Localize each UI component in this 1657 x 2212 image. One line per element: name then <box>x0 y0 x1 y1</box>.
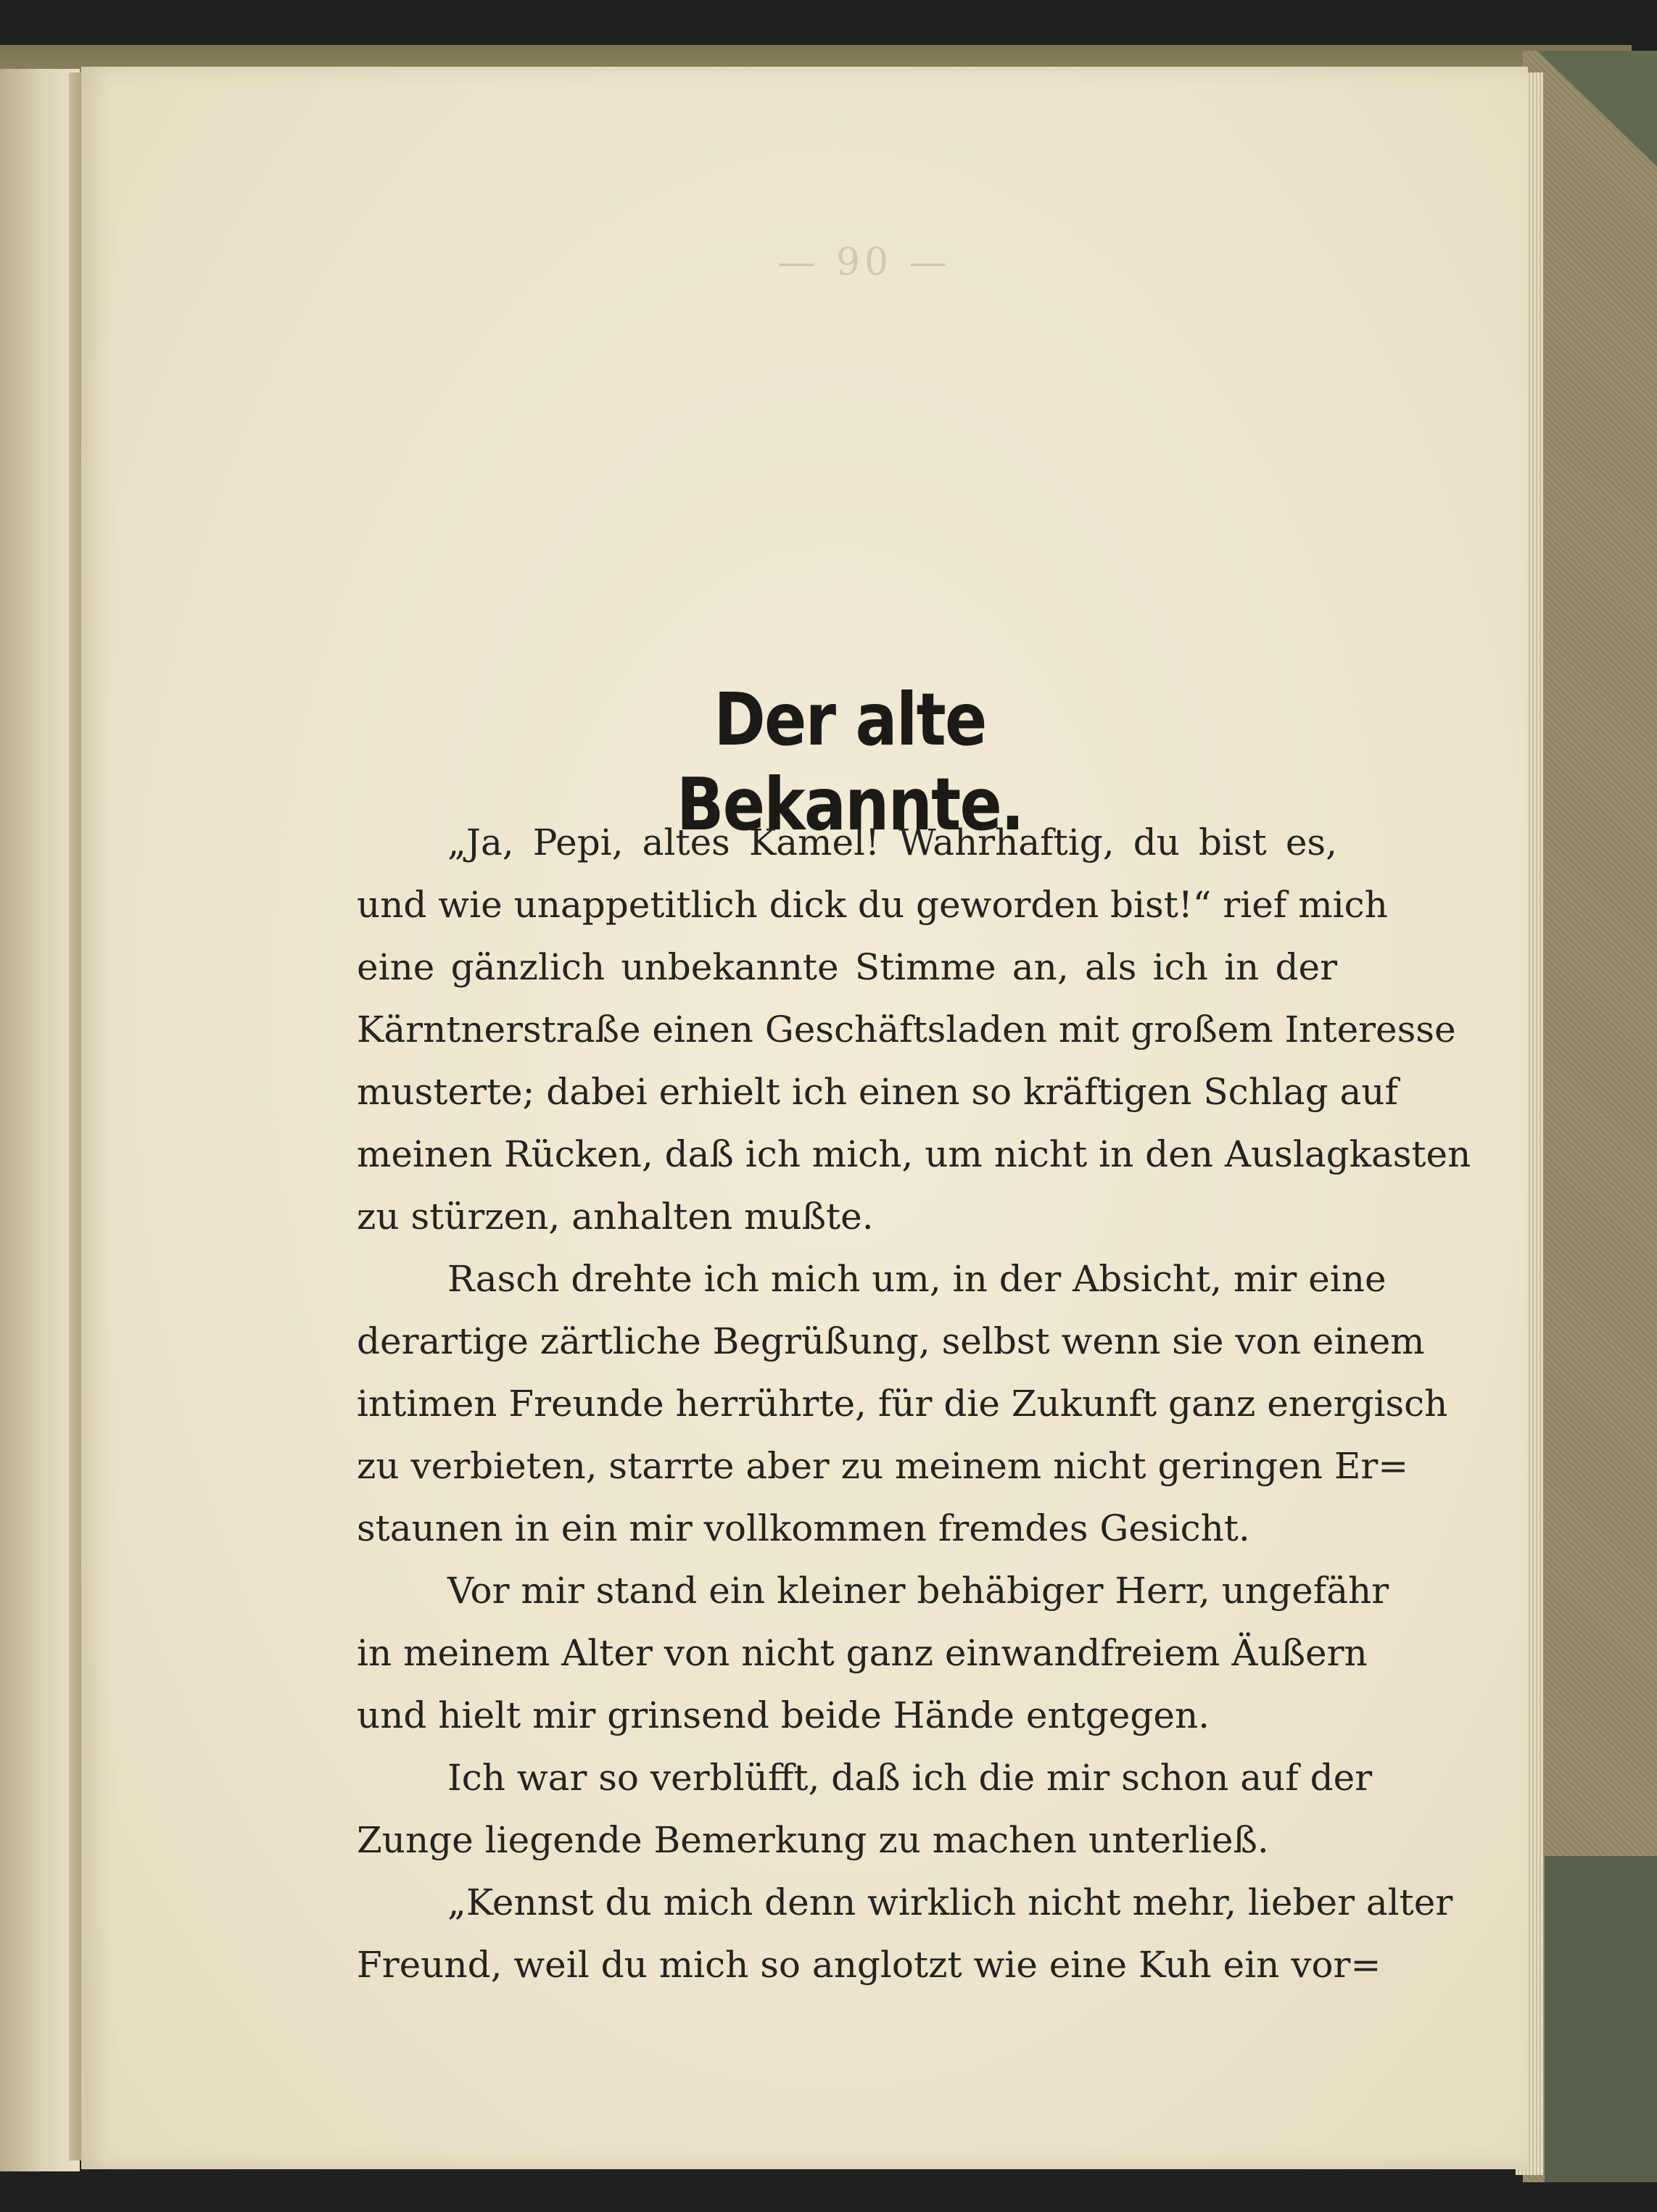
text-line: Ich war so verblüfft, daß ich die mir schon auf der <box>447 1757 1373 1799</box>
text-line: Zunge liegende Bemerkung zu machen unterließ. <box>357 1819 1269 1861</box>
text-line: „Kennst du mich denn wirklich nicht mehr, lieber alter <box>447 1881 1453 1923</box>
text-line: Freund, weil du mich so anglotzt wie eine Kuh ein vor= <box>357 1944 1381 1986</box>
text-line: meinen Rücken, daß ich mich, um nicht in den Auslagkasten <box>357 1133 1471 1175</box>
text-line: derartige zärtliche Begrüßung, selbst wenn sie von einem <box>357 1320 1425 1362</box>
text-line: Vor mir stand ein kleiner behäbiger Herr, ungefähr <box>447 1570 1389 1612</box>
text-line: in meinem Alter von nicht ganz einwandfreiem Äußern <box>357 1632 1368 1674</box>
text-line: musterte; dabei erhielt ich einen so kräftigen Schlag auf <box>357 1071 1399 1113</box>
cover-corner-bottom <box>1545 1856 1657 2182</box>
page-number: — 90 — <box>777 241 951 284</box>
text-line: „Ja, Pepi, altes Kamel! Wahrhaftig, du bist es, <box>447 821 1337 863</box>
text-line: zu verbieten, starrte aber zu meinem nicht geringen Er= <box>357 1445 1409 1487</box>
chapter-title: Der alte Bekannte. <box>676 677 1024 847</box>
text-line: und wie unappetitlich dick du geworden bist!“ rief mich <box>357 884 1388 926</box>
text-line: Rasch drehte ich mich um, in der Absicht, mir eine <box>447 1258 1387 1300</box>
text-line: Kärntnerstraße einen Geschäftsladen mit großem Interesse <box>357 1008 1456 1051</box>
left-page-edge <box>0 69 80 2171</box>
book-page <box>81 67 1528 2169</box>
text-line: staunen in ein mir vollkommen fremdes Gesicht. <box>357 1507 1250 1549</box>
text-line: und hielt mir grinsend beide Hände entgegen. <box>357 1694 1210 1736</box>
text-line: intimen Freunde herrührte, für die Zukunft ganz energisch <box>357 1383 1448 1425</box>
text-line: zu stürzen, anhalten mußte. <box>357 1196 874 1238</box>
text-line: eine gänzlich unbekannte Stimme an, als ich in der <box>357 946 1337 988</box>
